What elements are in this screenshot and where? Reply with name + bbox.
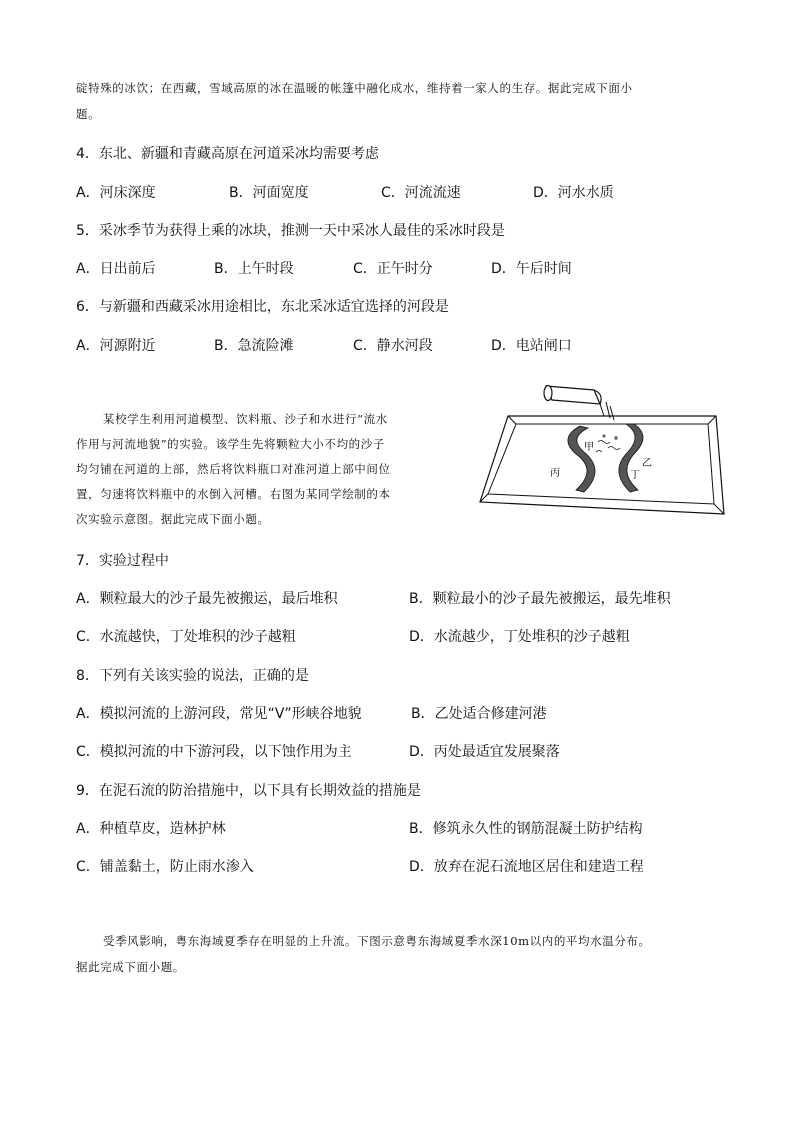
q8-option-b[interactable]: B．乙处适合修建河港 [411, 706, 547, 722]
q5-stem: 5．采冰季节为获得上乘的冰块，推测一天中采冰人最佳的采冰时段是 [76, 223, 505, 239]
tray-inner [488, 424, 714, 504]
q9-option-a[interactable]: A．种植草皮，造林护林 [76, 821, 226, 837]
bottle-icon [544, 386, 614, 421]
q6-option-b[interactable]: B．急流险滩 [214, 338, 294, 354]
q8-stem: 8．下列有关该实验的说法，正确的是 [76, 668, 309, 684]
q7-stem: 7．实验过程中 [76, 553, 169, 569]
passage2-line2: 作用与河流地貌”的实验。该学生先将颗粒大小不均的沙子 [76, 437, 385, 451]
q7-option-d[interactable]: D．水流越少，丁处堆积的沙子越粗 [409, 629, 630, 645]
passage1-line1: 碇特殊的冰饮；在西藏，雪域高原的冰在温暖的帐篷中融化成水，维持着一家人的生存。据此完成下面小 [76, 81, 633, 95]
q9-option-d[interactable]: D．放弃在泥石流地区居住和建造工程 [409, 859, 644, 875]
q5-option-a[interactable]: A．日出前后 [76, 261, 156, 277]
passage2-line3: 均匀铺在河道的上部，然后将饮料瓶口对准河道上部中间位 [76, 462, 391, 476]
q7-option-c[interactable]: C．水流越快，丁处堆积的沙子越粗 [76, 629, 296, 645]
label-bing: 丙 [550, 468, 560, 479]
q9-option-b[interactable]: B．修筑永久性的钢筋混凝土防护结构 [409, 821, 643, 837]
q4-option-b[interactable]: B．河面宽度 [229, 185, 309, 201]
q8-option-a[interactable]: A．模拟河流的上游河段，常见“V”形峡谷地貌 [76, 706, 362, 722]
label-ding: 丁 [630, 470, 640, 481]
q9-stem: 9．在泥石流的防治措施中，以下具有长期效益的措施是 [76, 783, 421, 799]
passage3-line2: 据此完成下面小题。 [76, 960, 185, 974]
label-jia: 甲 [584, 442, 594, 453]
q6-option-a[interactable]: A．河源附近 [76, 338, 156, 354]
q4-option-d[interactable]: D．河水水质 [533, 185, 614, 201]
experiment-diagram [476, 372, 726, 524]
q4-option-a[interactable]: A．河床深度 [76, 185, 156, 201]
q7-option-a[interactable]: A．颗粒最大的沙子最先被搬运，最后堆积 [76, 591, 338, 607]
label-yi: 乙 [642, 458, 652, 469]
passage1-line2: 题。 [76, 107, 101, 121]
passage2-line1: 某校学生利用河道模型、饮料瓶、沙子和水进行“流水 [103, 412, 388, 426]
q5-option-d[interactable]: D．午后时间 [491, 261, 572, 277]
passage2-line5: 次实验示意图。据此完成下面小题。 [76, 512, 270, 526]
q7-option-b[interactable]: B．颗粒最小的沙子最先被搬运，最先堆积 [409, 591, 671, 607]
q6-stem: 6．与新疆和西藏采冰用途相比，东北采冰适宜选择的河段是 [76, 299, 449, 315]
q5-option-c[interactable]: C．正午时分 [353, 261, 433, 277]
passage3-line1: 受季风影响，粤东海域夏季存在明显的上升流。下图示意粤东海域夏季水深10m以内的平均水温分布。 [103, 934, 651, 948]
passage2-line4: 置，匀速将饮料瓶中的水倒入河槽。右图为某同学绘制的本 [76, 487, 391, 501]
q6-option-d[interactable]: D．电站闸口 [491, 338, 572, 354]
q5-option-b[interactable]: B．上午时段 [214, 261, 294, 277]
q4-option-c[interactable]: C．河流流速 [381, 185, 461, 201]
q8-option-c[interactable]: C．模拟河流的中下游河段，以下蚀作用为主 [76, 744, 352, 760]
q4-stem: 4．东北、新疆和青藏高原在河道采冰均需要考虑 [76, 146, 379, 162]
q6-option-c[interactable]: C．静水河段 [353, 338, 433, 354]
q9-option-c[interactable]: C．铺盖黏土，防止雨水渗入 [76, 859, 254, 875]
q8-option-d[interactable]: D．丙处最适宜发展聚落 [409, 744, 560, 760]
